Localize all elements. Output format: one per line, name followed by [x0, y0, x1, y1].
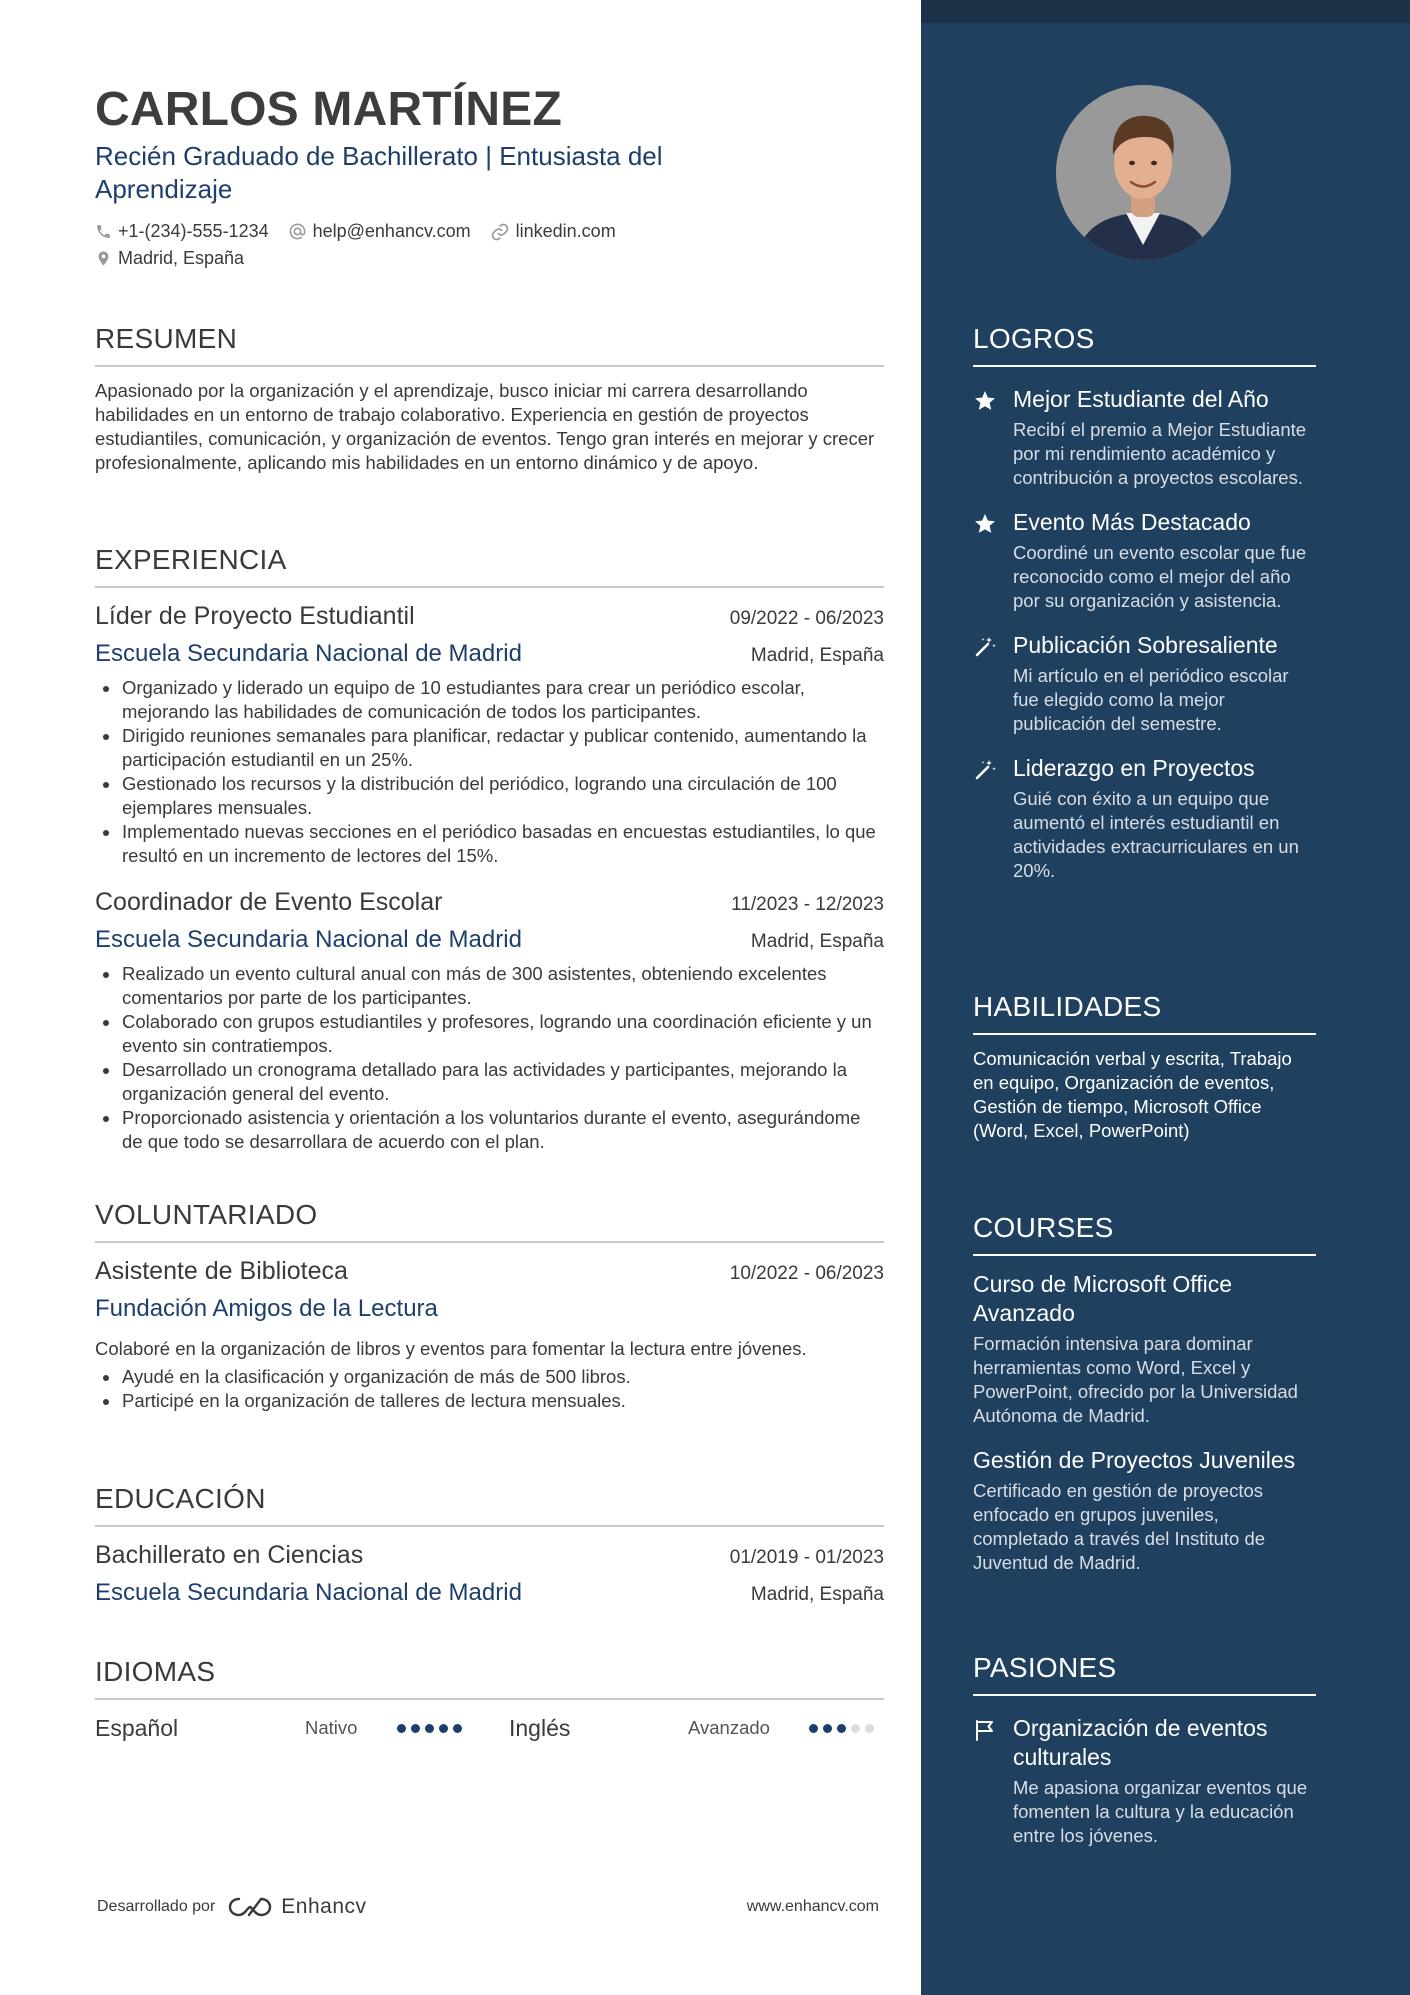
- school-name: Escuela Secundaria Nacional de Madrid: [95, 1579, 522, 1606]
- passion-title: Organización de eventos culturales: [1013, 1715, 1268, 1770]
- volunteer-entry: [95, 1255, 884, 1413]
- volunteering-section: [95, 1198, 884, 1413]
- achievement-title: Publicación Sobresaliente: [1013, 632, 1278, 658]
- enhancv-logo-icon: [227, 1895, 273, 1919]
- passion-item: [973, 1714, 1316, 1848]
- rating-dot-filled: [453, 1724, 462, 1733]
- skills-section: [973, 990, 1316, 1143]
- summary-text: Apasionado por la organización y el aprendizaje, busco iniciar mi carrera desarrollando habilidades en un entorno de trabajo colaborativo. Experiencia en gestión de proyectos estudiantiles, comunicación, y organización de eventos. Tengo gran interés en mejorar y crecer profesionalmente, aplicando mis habilidades en un entorno dinámico y de apoyo.: [95, 380, 875, 473]
- achievement-desc: Mi artículo en el periódico escolar fue elegido como la mejor publicación del semestre.: [1013, 665, 1289, 734]
- phone-text: +1-(234)-555-1234: [118, 221, 269, 241]
- language-level: Nativo: [305, 1717, 358, 1738]
- bullet-item: Desarrollado un cronograma detallado para las actividades y participantes, mejorando la organización general del evento.: [95, 1058, 884, 1106]
- language-level: Avanzado: [688, 1717, 770, 1738]
- job-entry: [95, 600, 884, 868]
- developed-by-label: Desarrollado por: [97, 1898, 216, 1915]
- experience-heading: EXPERIENCIA: [95, 543, 884, 588]
- job-dates: 11/2023 - 12/2023: [731, 894, 884, 915]
- email-contact[interactable]: [288, 218, 471, 245]
- rating-dot-empty: [865, 1724, 874, 1733]
- contact-info: [95, 218, 884, 272]
- education-entry: [95, 1539, 884, 1609]
- candidate-title: Recién Graduado de Bachillerato | Entusiasta del Aprendizaje: [95, 141, 663, 204]
- bullet-item: Implementado nuevas secciones en el periódico basadas en encuestas estudiantiles, lo que resultó en un incremento de lectores del 15%.: [95, 820, 884, 868]
- volunteer-organization: Fundación Amigos de la Lectura: [95, 1295, 438, 1322]
- phone-contact: [95, 218, 269, 245]
- star-icon: [973, 512, 997, 536]
- rating-dot-filled: [425, 1724, 434, 1733]
- languages-heading: IDIOMAS: [95, 1655, 884, 1700]
- avatar-image: [1056, 85, 1231, 260]
- language-item: [509, 1715, 884, 1742]
- education-heading: EDUCACIÓN: [95, 1482, 884, 1527]
- magic-wand-icon: [973, 758, 997, 782]
- job-bullets: [95, 962, 884, 1154]
- language-name: Inglés: [509, 1714, 571, 1741]
- rating-dot-filled: [411, 1724, 420, 1733]
- brand-name: Enhancv: [281, 1895, 367, 1918]
- volunteer-dates: 10/2022 - 06/2023: [729, 1263, 884, 1284]
- achievement-title: Mejor Estudiante del Año: [1013, 386, 1269, 412]
- course-item: [973, 1270, 1316, 1428]
- skills-text: Comunicación verbal y escrita, Trabajo en equipo, Organización de eventos, Gestión de tiempo, Microsoft Office (Word, Excel, PowerPoint): [973, 1048, 1292, 1141]
- bullet-item: Proporcionado asistencia y orientación a los voluntarios durante el evento, asegurándome de que todo se desarrollara de acuerdo con el plan.: [95, 1106, 884, 1154]
- language-rating: [397, 1724, 462, 1733]
- course-desc: Formación intensiva para dominar herramientas como Word, Excel y PowerPoint, ofrecido por la Universidad Autónoma de Madrid.: [973, 1333, 1298, 1426]
- education-dates: 01/2019 - 01/2023: [729, 1547, 884, 1568]
- language-name: Español: [95, 1714, 179, 1741]
- course-title: Curso de Microsoft Office Avanzado: [973, 1271, 1233, 1326]
- job-entry: [95, 886, 884, 1154]
- job-organization: Escuela Secundaria Nacional de Madrid: [95, 926, 522, 953]
- at-icon: [288, 222, 307, 241]
- website-link[interactable]: www.enhancv.com: [746, 1898, 879, 1915]
- sidebar: [921, 0, 1410, 1995]
- volunteering-heading: VOLUNTARIADO: [95, 1198, 884, 1243]
- achievements-section: [973, 322, 1316, 883]
- languages-section: [95, 1655, 884, 1744]
- bullet-item: Ayudé en la clasificación y organización de más de 500 libros.: [95, 1365, 884, 1389]
- email-text: help@enhancv.com: [312, 221, 471, 241]
- passion-desc: Me apasiona organizar eventos que fomenten la cultura y la educación entre los jóvenes.: [1013, 1777, 1308, 1846]
- degree-name: Bachillerato en Ciencias: [95, 1541, 364, 1569]
- rating-dot-filled: [823, 1724, 832, 1733]
- achievement-desc: Guié con éxito a un equipo que aumentó el interés estudiantil en actividades extracurriculares en un 20%.: [1013, 788, 1299, 881]
- rating-dot-filled: [397, 1724, 406, 1733]
- bullet-item: Realizado un evento cultural anual con más de 300 asistentes, obteniendo excelentes comentarios por parte de los participantes.: [95, 962, 884, 1010]
- bullet-item: Organizado y liderado un equipo de 10 estudiantes para crear un periódico escolar, mejorando las habilidades de comunicación de todos los participantes.: [95, 676, 884, 724]
- passions-section: [973, 1651, 1316, 1848]
- summary-section: [95, 322, 884, 475]
- bullet-item: Gestionado los recursos y la distribución del periódico, logrando una circulación de 100 ejemplares mensuales.: [95, 772, 884, 820]
- volunteer-role: Asistente de Biblioteca: [95, 1257, 348, 1285]
- volunteer-bullets: [95, 1365, 884, 1413]
- passions-heading: PASIONES: [973, 1651, 1316, 1696]
- language-rating: [809, 1724, 874, 1733]
- languages-list: [95, 1712, 884, 1744]
- courses-heading: COURSES: [973, 1211, 1316, 1256]
- rating-dot-empty: [851, 1724, 860, 1733]
- sidebar-top-band: [921, 0, 1410, 23]
- phone-icon: [95, 223, 112, 240]
- course-item: [973, 1446, 1316, 1575]
- achievement-item: [973, 754, 1316, 883]
- profile-photo: [1056, 85, 1231, 260]
- achievement-item: [973, 385, 1316, 490]
- job-role: Líder de Proyecto Estudiantil: [95, 602, 415, 630]
- job-dates: 09/2022 - 06/2023: [729, 608, 884, 629]
- rating-dot-filled: [809, 1724, 818, 1733]
- achievement-title: Evento Más Destacado: [1013, 509, 1251, 535]
- achievement-item: [973, 631, 1316, 736]
- bullet-item: Colaborado con grupos estudiantiles y profesores, logrando una coordinación eficiente y un evento sin contratiempos.: [95, 1010, 884, 1058]
- linkedin-text: linkedin.com: [515, 221, 616, 241]
- bullet-item: Dirigido reuniones semanales para planificar, redactar y publicar contenido, aumentando la participación estudiantil en un 25%.: [95, 724, 884, 772]
- location-pin-icon: [95, 249, 112, 268]
- linkedin-contact[interactable]: [490, 218, 616, 245]
- link-icon: [490, 222, 510, 242]
- job-bullets: [95, 676, 884, 868]
- job-location: Madrid, España: [750, 645, 884, 666]
- achievements-heading: LOGROS: [973, 322, 1316, 367]
- summary-heading: RESUMEN: [95, 322, 884, 367]
- achievement-desc: Recibí el premio a Mejor Estudiante por mi rendimiento académico y contribución a proyectos escolares.: [1013, 419, 1307, 488]
- education-section: [95, 1482, 884, 1609]
- location-text: Madrid, España: [118, 248, 245, 268]
- job-role: Coordinador de Evento Escolar: [95, 888, 443, 916]
- course-desc: Certificado en gestión de proyectos enfocado en grupos juveniles, completado a través del Instituto de Juventud de Madrid.: [973, 1480, 1266, 1573]
- rating-dot-filled: [439, 1724, 448, 1733]
- volunteer-description: Colaboré en la organización de libros y eventos para fomentar la lectura entre jóvenes.: [95, 1338, 807, 1359]
- location-contact: [95, 245, 244, 272]
- candidate-name: CARLOS MARTÍNEZ: [95, 83, 562, 136]
- job-organization: Escuela Secundaria Nacional de Madrid: [95, 640, 522, 667]
- course-title: Gestión de Proyectos Juveniles: [973, 1447, 1296, 1473]
- brand-credit: [97, 1895, 367, 1919]
- experience-section: [95, 543, 884, 1154]
- star-icon: [973, 389, 997, 413]
- language-item: [95, 1715, 509, 1742]
- skills-heading: HABILIDADES: [973, 990, 1316, 1035]
- flag-icon: [973, 1718, 997, 1742]
- job-location: Madrid, España: [750, 931, 884, 952]
- achievement-item: [973, 508, 1316, 613]
- rating-dot-filled: [837, 1724, 846, 1733]
- header: [95, 84, 884, 272]
- magic-wand-icon: [973, 635, 997, 659]
- achievement-desc: Coordiné un evento escolar que fue reconocido como el mejor del año por su organización y asistencia.: [1013, 542, 1307, 611]
- footer: [97, 1895, 879, 1919]
- achievement-title: Liderazgo en Proyectos: [1013, 755, 1255, 781]
- bullet-item: Participé en la organización de talleres de lectura mensuales.: [95, 1389, 884, 1413]
- courses-section: [973, 1211, 1316, 1575]
- school-location: Madrid, España: [750, 1584, 884, 1605]
